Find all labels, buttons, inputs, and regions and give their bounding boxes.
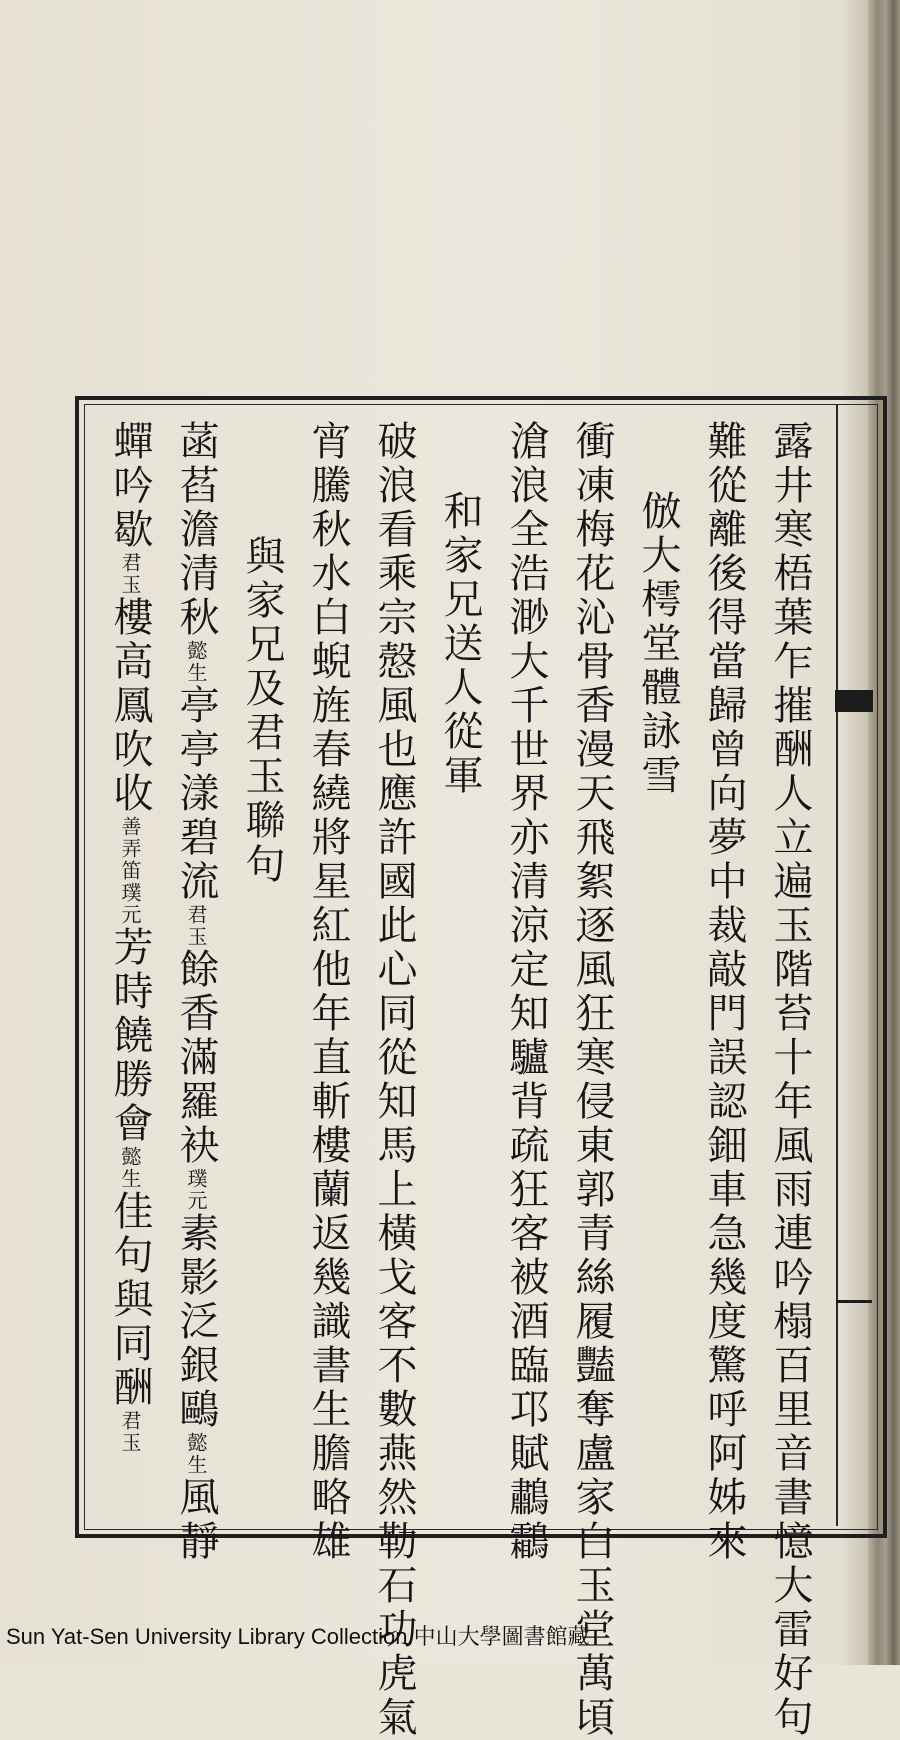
text-column-7: 破浪看乘宗慤風也應許國此心同從知馬上橫戈客不數燕然勒石功虎氣 [371,420,417,1740]
text-column-2: 難從離後得當歸曾向夢中裁敲門誤認鈿車急幾度驚呼阿姊來 [701,420,747,1564]
author-note: 君玉 [118,552,142,596]
verse-line: 菡萏澹清秋 [173,420,219,640]
author-note: 懿生 [184,640,208,684]
poem-title-2: 和家兄送人從軍 [437,490,483,798]
fishtail-mark [835,690,873,712]
verse-line: 餘香滿羅袂 [173,948,219,1168]
collection-caption: Sun Yat-Sen University Library Collection 中山大學圖書館藏 [6,1624,590,1649]
linked-verse-column-1 [173,420,219,1564]
verse-line: 樓高鳳吹收 [107,596,153,816]
linked-verse-column-2 [107,420,153,1454]
verse-line: 佳句與同酬 [107,1190,153,1410]
text-column-1: 露井寒梧葉乍摧酬人立遍玉階苔十年風雨連吟榻百里音書憶大雷好句 [767,420,813,1740]
poem-title-1: 倣大樗堂體詠雪 [635,490,681,798]
verse-line: 芳時饒勝會 [107,926,153,1146]
poem-title-3: 與家兄及君玉聯句 [239,535,285,887]
author-note: 璞元 [184,1168,208,1212]
author-note: 君玉 [118,1410,142,1454]
author-note: 善弄笛璞元 [118,816,142,926]
verse-line: 蟬吟歇 [107,420,153,552]
text-column-4: 衝凍梅花沁骨香漫天飛絮逐風狂寒侵東郭青絲履豔奪盧家白玉堂萬頃 [569,420,615,1740]
verse-line: 素影泛銀鷗 [173,1212,219,1432]
author-note: 懿生 [184,1432,208,1476]
margin-rule [836,404,838,1526]
text-column-5: 滄浪全浩渺大千世界亦清涼定知驢背疏狂客被酒臨邛賦鷫鸘 [503,420,549,1564]
verse-line: 風靜 [173,1476,219,1564]
margin-tick [836,1300,872,1303]
author-note: 君玉 [184,904,208,948]
verse-line: 亭亭漾碧流 [173,684,219,904]
author-note: 懿生 [118,1146,142,1190]
text-column-8: 宵騰秋水白蜺旌春繞將星紅他年直斬樓蘭返幾識書生膽略雄 [305,420,351,1564]
